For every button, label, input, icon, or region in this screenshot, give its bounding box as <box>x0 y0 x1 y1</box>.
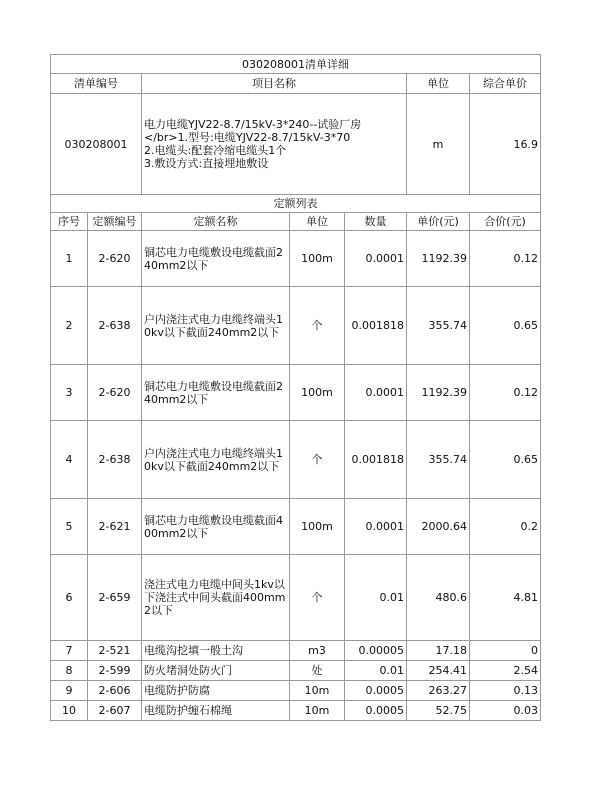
quota-unit-header: 单位 <box>290 213 345 231</box>
quota-seq: 8 <box>51 661 88 681</box>
quota-name: 电缆防护防腐 <box>142 681 290 701</box>
quota-unit-price: 52.75 <box>407 701 470 721</box>
item-price: 16.9 <box>470 94 541 195</box>
quota-seq: 1 <box>51 231 88 287</box>
quota-seq: 3 <box>51 365 88 421</box>
quota-unit-price: 1192.39 <box>407 231 470 287</box>
quota-row <box>51 641 541 661</box>
price-header: 综合单价 <box>470 74 541 94</box>
quota-seq: 10 <box>51 701 88 721</box>
quota-unit-price: 355.74 <box>407 421 470 499</box>
item-description <box>142 94 407 195</box>
quota-seq: 7 <box>51 641 88 661</box>
quota-total: 0.03 <box>470 701 541 721</box>
quota-unit: 10m <box>290 701 345 721</box>
quota-name: 户内浇注式电力电缆终端头10kv以下截面240mm2以下 <box>142 287 290 365</box>
item-unit: m <box>407 94 470 195</box>
quota-qty: 0.001818 <box>345 421 407 499</box>
quota-row <box>51 287 541 365</box>
table-title: 030208001清单详细 <box>51 55 541 74</box>
item-description-line: 3.敷设方式:直接埋地敷设 <box>144 157 269 170</box>
quota-row <box>51 231 541 287</box>
total-header: 合价(元) <box>470 213 541 231</box>
quota-qty: 0.0005 <box>345 681 407 701</box>
title-row <box>51 55 541 74</box>
quota-unit-price: 263.27 <box>407 681 470 701</box>
quota-header-row <box>51 213 541 231</box>
quota-unit: 个 <box>290 421 345 499</box>
quota-row <box>51 365 541 421</box>
quota-unit: 处 <box>290 661 345 681</box>
quota-seq: 9 <box>51 681 88 701</box>
quota-unit-price: 254.41 <box>407 661 470 681</box>
quota-seq: 2 <box>51 287 88 365</box>
quota-unit: m3 <box>290 641 345 661</box>
quota-name-header: 定额名称 <box>142 213 290 231</box>
quota-code-header: 定额编号 <box>88 213 142 231</box>
quota-total: 0.12 <box>470 365 541 421</box>
quota-qty: 0.0001 <box>345 231 407 287</box>
quota-unit-price: 355.74 <box>407 287 470 365</box>
quota-qty: 0.0005 <box>345 701 407 721</box>
quota-code: 2-621 <box>88 499 142 555</box>
quota-section-row <box>51 195 541 213</box>
quota-qty: 0.00005 <box>345 641 407 661</box>
quota-total: 0.65 <box>470 287 541 365</box>
quota-seq: 4 <box>51 421 88 499</box>
item-row <box>51 94 541 195</box>
quota-name: 铜芯电力电缆敷设电缆截面240mm2以下 <box>142 365 290 421</box>
quota-qty: 0.0001 <box>345 365 407 421</box>
code-header: 清单编号 <box>51 74 142 94</box>
quota-unit: 10m <box>290 681 345 701</box>
quota-code: 2-606 <box>88 681 142 701</box>
quota-unit-price: 480.6 <box>407 555 470 641</box>
item-description-line: 2.电缆头:配套冷缩电缆头1个 <box>144 144 287 157</box>
quota-total: 0.12 <box>470 231 541 287</box>
item-code: 030208001 <box>51 94 142 195</box>
quota-code: 2-638 <box>88 421 142 499</box>
quota-row <box>51 701 541 721</box>
quota-name: 电缆防护缠石棉绳 <box>142 701 290 721</box>
quota-row <box>51 421 541 499</box>
seq-header: 序号 <box>51 213 88 231</box>
quota-unit: 100m <box>290 231 345 287</box>
quota-total: 0 <box>470 641 541 661</box>
quota-total: 0.2 <box>470 499 541 555</box>
quota-seq: 5 <box>51 499 88 555</box>
qty-header: 数量 <box>345 213 407 231</box>
quota-code: 2-620 <box>88 365 142 421</box>
quota-code: 2-607 <box>88 701 142 721</box>
quota-total: 4.81 <box>470 555 541 641</box>
quota-name: 铜芯电力电缆敷设电缆截面400mm2以下 <box>142 499 290 555</box>
item-description-line: </br>1.型号:电缆YJV22-8.7/15kV-3*70 <box>144 131 351 144</box>
quota-unit: 100m <box>290 499 345 555</box>
quota-unit-price: 1192.39 <box>407 365 470 421</box>
quota-code: 2-620 <box>88 231 142 287</box>
unit-price-header: 单价(元) <box>407 213 470 231</box>
quota-qty: 0.001818 <box>345 287 407 365</box>
quota-unit: 个 <box>290 287 345 365</box>
quota-code: 2-659 <box>88 555 142 641</box>
quota-code: 2-599 <box>88 661 142 681</box>
quota-total: 0.65 <box>470 421 541 499</box>
quota-unit: 个 <box>290 555 345 641</box>
quota-code: 2-521 <box>88 641 142 661</box>
item-header-row <box>51 74 541 94</box>
quota-total: 2.54 <box>470 661 541 681</box>
quota-qty: 0.0001 <box>345 499 407 555</box>
quota-unit: 100m <box>290 365 345 421</box>
bill-detail-table <box>50 54 541 721</box>
quota-unit-price: 17.18 <box>407 641 470 661</box>
quota-total: 0.13 <box>470 681 541 701</box>
quota-code: 2-638 <box>88 287 142 365</box>
quota-name: 浇注式电力电缆中间头1kv以下浇注式中间头截面400mm2以下 <box>142 555 290 641</box>
quota-unit-price: 2000.64 <box>407 499 470 555</box>
quota-name: 电缆沟挖填一般土沟 <box>142 641 290 661</box>
quota-row <box>51 499 541 555</box>
quota-name: 铜芯电力电缆敷设电缆截面240mm2以下 <box>142 231 290 287</box>
quota-name: 防火堵洞处防火门 <box>142 661 290 681</box>
quota-row <box>51 661 541 681</box>
quota-seq: 6 <box>51 555 88 641</box>
name-header: 项目名称 <box>142 74 407 94</box>
quota-row <box>51 681 541 701</box>
quota-section-title: 定额列表 <box>51 195 541 213</box>
quota-name: 户内浇注式电力电缆终端头10kv以下截面240mm2以下 <box>142 421 290 499</box>
quota-qty: 0.01 <box>345 661 407 681</box>
item-description-line: 电力电缆YJV22-8.7/15kV-3*240--试验厂房 <box>144 118 362 131</box>
quota-qty: 0.01 <box>345 555 407 641</box>
unit-header: 单位 <box>407 74 470 94</box>
quota-row <box>51 555 541 641</box>
